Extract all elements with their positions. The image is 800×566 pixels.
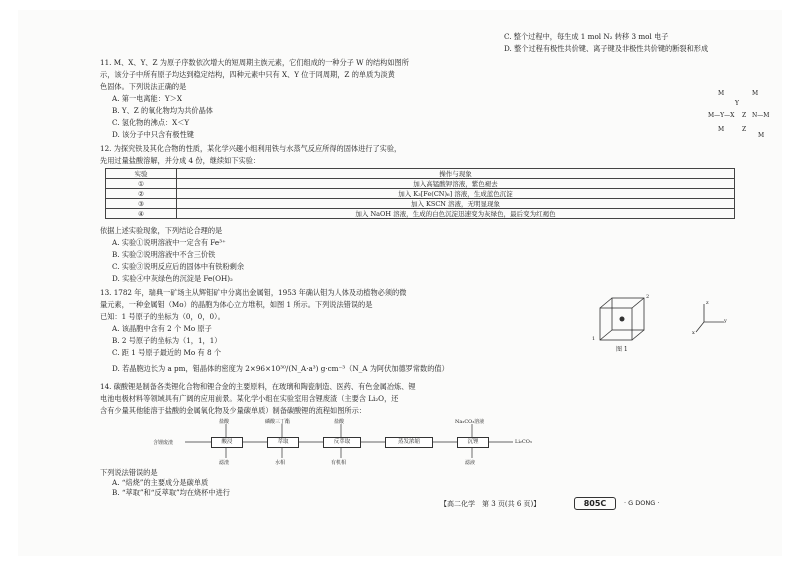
- flow-step-precipitate-lithium: 沉锂: [457, 437, 489, 448]
- table-cell: 加入 NaOH 溶液，生成的白色沉淀迅速变为灰绿色，最后变为红褐色: [177, 209, 735, 219]
- flow-reagent: 盐酸: [334, 419, 345, 425]
- q14-prompt: 下列说法错误的是: [100, 468, 158, 477]
- q12-stem-line2: 先用过量盐酸溶解，并分成 4 份，继续如下实验：: [100, 156, 261, 165]
- table-cell: ①: [106, 179, 177, 189]
- molecule-atom: Y: [735, 100, 739, 107]
- q10-option-c: C. 整个过程中，每生成 1 mol N₂ 转移 3 mol 电子: [504, 32, 669, 41]
- flow-step-acid-leach: 酸浸: [211, 437, 243, 448]
- axis-y-label: y: [724, 318, 727, 324]
- table-cell: 加入 KSCN 溶液，无明显现象: [177, 199, 735, 209]
- q14-option-a: A. “焙烧”的主要成分是碳单质: [112, 478, 209, 487]
- q12-option-b: B. 实验②说明溶液中不含三价铁: [112, 250, 216, 259]
- q13-given: 已知：1 号原子的坐标为（0，0，0）。: [100, 312, 225, 321]
- q11-option-a: A. 第一电离能：Y＞X: [112, 94, 182, 103]
- molecule-atom: M: [752, 90, 759, 97]
- q12-option-d: D. 实验④中灰绿色的沉淀是 Fe(OH)₂: [112, 274, 233, 283]
- flow-step-back-extraction: 反萃取: [323, 437, 361, 448]
- experiment-table: [105, 168, 735, 219]
- q12-conclusion-prompt: 依据上述实验现象，下列结论合理的是: [100, 226, 223, 235]
- q13-option-a: A. 该晶胞中含有 2 个 Mo 原子: [112, 324, 212, 333]
- q13-option-b: B. 2 号原子的坐标为（1，1，1）: [112, 336, 222, 345]
- molecule-atom: M: [718, 90, 725, 97]
- flow-output: 滤液: [465, 460, 476, 466]
- molecule-atom: Z: [742, 112, 747, 119]
- table-header-row: [106, 169, 735, 179]
- q11-option-b: B. Y、Z 的氧化物均为共价晶体: [112, 106, 213, 115]
- molecule-atom: Z: [742, 126, 747, 133]
- table-header-cell: 操作与现象: [177, 169, 735, 179]
- table-row: [106, 179, 735, 189]
- flow-output: 滤渣: [219, 460, 230, 466]
- q11-option-c: C. 氢化物的沸点：X＜Y: [112, 118, 190, 127]
- unit-cell-svg: [590, 292, 660, 352]
- process-flow-diagram: [153, 418, 623, 466]
- flow-output: 有机相: [331, 460, 347, 466]
- atom-1-label: 1: [592, 336, 596, 342]
- table-cell: 加入 K₃[Fe(CN)₆] 溶液，生成蓝色沉淀: [177, 189, 735, 199]
- flow-reagent: 盐酸: [219, 419, 230, 425]
- axis-z-label: z: [706, 300, 709, 306]
- q13-stem-line2: 量元素，一种金属钼（Mo）的晶胞为体心立方堆积，如图 1 所示。下列说法错误的是: [100, 300, 373, 309]
- q11-stem-line2: 示，该分子中所有原子均达到稳定结构，四种元素中只有 X、Y 位于同周期，Z 的单质为淡黄: [100, 70, 395, 79]
- molecule-chain-left: M—Y—X: [708, 112, 735, 119]
- flow-step-extraction: 萃取: [267, 437, 299, 448]
- unit-cell-figure: [590, 292, 660, 352]
- flow-step-evaporation: 蒸发浓缩: [385, 437, 433, 448]
- molecule-chain-right: N—M: [752, 112, 770, 119]
- exam-code-badge: 805C: [574, 497, 616, 510]
- flow-reagent: Na₂CO₃溶液: [455, 419, 485, 425]
- q10-option-d: D. 整个过程有极性共价键、离子键及非极性共价键的断裂和形成: [504, 44, 709, 53]
- table-cell: ②: [106, 189, 177, 199]
- molecule-atom: M: [758, 132, 765, 139]
- q14-option-b: B. “萃取”和“反萃取”均在烧杯中进行: [112, 488, 230, 497]
- q13-stem-line1: 13. 1782 年，瑞典一矿场主从辉钼矿中分离出金属钼，1953 年确认钼为人体及动植物必须的微: [100, 288, 407, 297]
- table-row: [106, 209, 735, 219]
- molecule-atom: M: [718, 126, 725, 133]
- table-cell: 加入高锰酸钾溶液，紫色褪去: [177, 179, 735, 189]
- flow-product: Li₂CO₃: [515, 439, 532, 445]
- q14-stem-line1: 14. 碳酸锂是制备各类锂化合物和锂合金的主要原料，在玻璃和陶瓷制造、医药、有色金属冶炼、锂: [100, 382, 416, 391]
- flow-start: 含锂废渣: [153, 440, 174, 446]
- table-cell: ④: [106, 209, 177, 219]
- coordinate-axes: [690, 300, 730, 340]
- flow-output: 水相: [275, 460, 286, 466]
- footer-mark: · G DONG ·: [624, 499, 660, 507]
- q13-option-d: D. 若晶胞边长为 a pm，钼晶体的密度为 2×96×10³⁰/(N_A·a³) g·cm⁻³（N_A 为阿伏加德罗常数的值）: [112, 364, 449, 373]
- q13-option-c: C. 距 1 号原子最近的 Mo 有 8 个: [112, 348, 222, 357]
- axis-x-label: x: [692, 330, 695, 336]
- q11-stem-line3: 色固体。下列说法正确的是: [100, 82, 187, 91]
- q11-stem-line1: 11. M、X、Y、Z 为原子序数依次增大的短周期主族元素，它们组成的一种分子 W 的结构如图所: [100, 58, 409, 67]
- q12-stem-line1: 12. 为探究铁及其化合物的性质，某化学兴趣小组利用铁与水蒸气反应所得的固体进行了实验，: [100, 144, 402, 153]
- table-header-cell: 实验: [106, 169, 177, 179]
- atom-2-label: 2: [646, 294, 650, 300]
- q12-option-c: C. 实验③说明反应后的固体中有铁粉剩余: [112, 262, 245, 271]
- flow-reagent: 磷酸三丁酯: [265, 419, 291, 425]
- table-cell: ③: [106, 199, 177, 209]
- q12-option-a: A. 实验①说明溶液中一定含有 Fe³⁺: [112, 238, 226, 247]
- q14-stem-line3: 含有少量其他能溶于盐酸的金属氧化物及少量碳单质）制备碳酸锂的流程如图所示：: [100, 406, 366, 415]
- table-row: [106, 199, 735, 209]
- q14-stem-line2: 电池电极材料等领域具有广阔的应用前景。某化学小组在实验室用含锂废渣（主要含 Li₂O，还: [100, 394, 399, 403]
- page-footer: 【高二化学 第 3 页(共 6 页)】: [440, 500, 541, 508]
- figure-1-caption: 图 1: [616, 346, 628, 353]
- exam-page: [18, 10, 782, 556]
- table-row: [106, 189, 735, 199]
- molecule-structure: [708, 88, 778, 144]
- q11-option-d: D. 该分子中只含有极性键: [112, 130, 194, 139]
